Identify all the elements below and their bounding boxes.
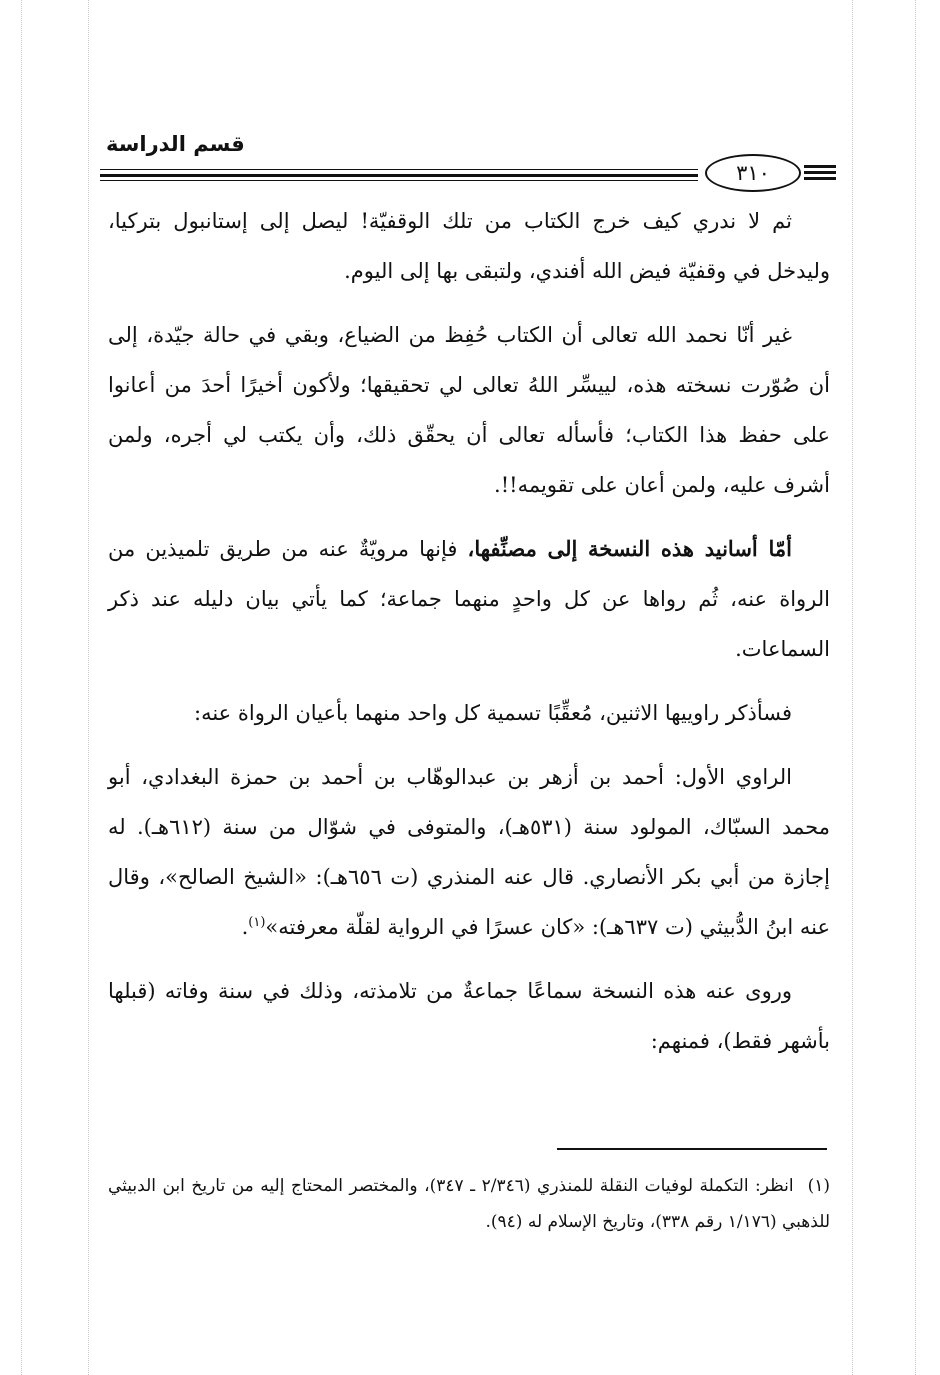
header-ornament [804,171,836,174]
paragraph-lead: أمّا أسانيد هذه النسخة إلى مصنِّفها، [467,536,792,561]
footnote-reference[interactable]: (١) [248,915,266,930]
paragraph-tail: . [241,915,249,939]
header-ornament [804,177,836,180]
paragraph-text: فسأذكر راوييها الاثنين، مُعقِّبًا تسمية كل واحد منهما بأعيان الرواة عنه: [194,701,792,725]
paragraph-text: ثم لا ندري كيف خرج الكتاب من تلك الوقفيّة! ليصل إلى إستانبول بتركيا، وليدخل في وقفيّة فيض الله أفندي، ولتبقى بها إلى اليوم. [108,209,830,283]
header-rule [100,174,698,177]
paragraph-text: الراوي الأول: أحمد بن أزهر بن عبدالوهّاب بن أحمد بن حمزة البغدادي، أبو محمد السبّاك، المولود سنة (٥٣١هـ)، والمتوفى في شوّال من سنة (٦١٢هـ). له إجازة من أبي بكر الأنصاري. قال عنه المنذري (ت ٦٥٦هـ): «الشيخ الصالح»، وقال عنه ابنُ الدُّبيثي (ت ٦٣٧هـ): «كان عسرًا في الرواية لقلّة معرفته» [108,765,830,939]
header-rule [100,169,698,170]
footnote [108,1168,830,1240]
margin-guide-line [88,0,89,1375]
header-ornament [804,165,836,168]
footnote-number: (١) [807,1176,830,1196]
margin-guide-line [21,0,22,1375]
section-title: قسم الدراسة [106,132,245,156]
paragraph [108,310,830,510]
margin-guide-line [915,0,916,1375]
main-text [108,196,830,1080]
page-number: ٣١٠ [705,154,801,192]
paragraph-text: وروى عنه هذه النسخة سماعًا جماعةٌ من تلامذته، وذلك في سنة وفاته (قبلها بأشهر فقط)، فمنهم: [108,979,830,1053]
margin-guide-line [852,0,853,1375]
paragraph [108,524,830,674]
paragraph [108,966,830,1066]
paragraph [108,196,830,296]
paragraph-text: فإنها مرويّةٌ عنه من طريق تلميذين من الرواة عنه، ثُم رواها عن كل واحدٍ منهما جماعة؛ كما يأتي بيان دليله عند ذكر السماعات. [108,537,830,661]
paragraph [108,688,830,738]
header-rule [100,180,698,181]
paragraph-text: غير أنّا نحمد الله تعالى أن الكتاب حُفِظ من الضياع، وبقي في حالة جيّدة، إلى أن صُوّرت نسخته هذه، لييسِّر اللهُ تعالى لي تحقيقها؛ ولأكون أخيرًا أحدَ من أعانوا على حفظ هذا الكتاب؛ فأسأله تعالى أن يحقّق ذلك، وأن يكتب لي أجره، ولمن أشرف عليه، ولمن أعان على تقويمه!!. [108,323,830,497]
page-header [100,128,840,198]
footnote-separator [557,1148,827,1150]
footnote-text: انظر: التكملة لوفيات النقلة للمنذري (٢/٣٤٦ ـ ٣٤٧)، والمختصر المحتاج إليه من تاريخ ابن الدبيثي للذهبي (١/١٧٦ رقم ٣٣٨)، وتاريخ الإسلام له (٩٤). [108,1176,830,1232]
paragraph [108,752,830,952]
